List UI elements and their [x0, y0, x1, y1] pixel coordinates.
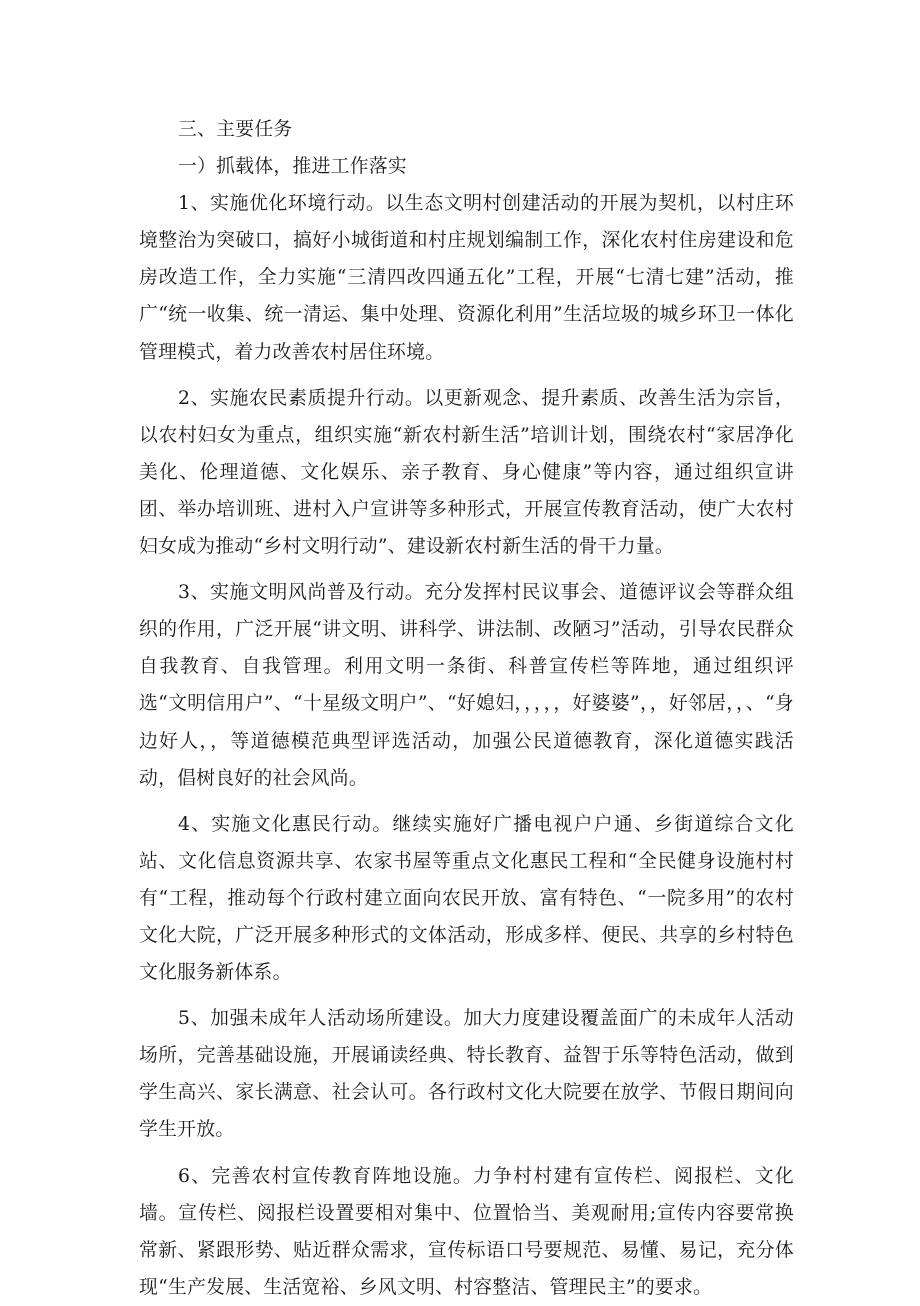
section-heading: 三、主要任务 — [178, 119, 293, 140]
sub-heading: 一）抓载体，推进工作落实 — [178, 156, 407, 178]
paragraph-6: 6、完善农村宣传教育阵地设施。力争村村建有宣传栏、阅报栏、文化墙。宣传栏、阅报栏设置要相对集中、位置恰当、美观耐用;宣传内容要常换常新、紧跟形势、贴近群众需求，宣传标语口号要规范、易懂、易记，充分体现“生产发展、生活宽裕、乡风文明、村容整洁、管理民主”的要求。 — [139, 1165, 794, 1298]
paragraph-4: 4、实施文化惠民行动。继续实施好广播电视户户通、乡街道综合文化站、文化信息资源共享、农家书屋等重点文化惠民工程和“全民健身设施村村有“工程，推动每个行政村建立面向农民开放、富有特色、“一院多用”的农村文化大院，广泛开展多种形式的文体活动，形成多样、便民、共享的乡村特色文化服务新体系。 — [139, 813, 794, 984]
paragraph-1: 1、实施优化环境行动。以生态文明村创建活动的开展为契机，以村庄环境整治为突破口，搞好小城街道和村庄规划编制工作，深化农村住房建设和危房改造工作，全力实施“三清四改四通五化”工程，开展“七清七建”活动，推广“统一收集、统一清运、集中处理、资源化利用”生活垃圾的城乡环卫一体化管理模式，着力改善农村居住环境。 — [139, 193, 794, 363]
paragraph-2: 2、实施农民素质提升行动。以更新观念、提升素质、改善生活为宗旨，以农村妇女为重点，组织实施“新农村新生活”培训计划，围绕农村“家居净化美化、伦理道德、文化娱乐、亲子教育、身心健康”等内容，通过组织宣讲团、举办培训班、进村入户宣讲等多种形式，开展宣传教育活动，使广大农村妇女成为推动“乡村文明行动”、建设新农村新生活的骨干力量。 — [139, 387, 794, 558]
paragraph-5: 5、加强未成年人活动场所建设。加大力度建设覆盖面广的未成年人活动场所，完善基础设施，开展诵读经典、特长教育、益智于乐等特色活动，做到学生高兴、家长满意、社会认可。各行政村文化大院要在放学、节假日期间向学生开放。 — [139, 1008, 794, 1141]
document-body — [139, 111, 794, 1306]
paragraph-3: 3、实施文明风尚普及行动。充分发挥村民议事会、道德评议会等群众组织的作用，广泛开展“讲文明、讲科学、讲法制、改陋习”活动，引导农民群众自我教育、自我管理。利用文明一条街、科普宣传栏等阵地，通过组织评选“文明信用户”、“十星级文明户”、“好媳妇，，，，，好婆婆”，，好邻居，，、“身边好人，，等道德模范典型评选活动，加强公民道德教育，深化道德实践活动，倡树良好的社会风尚。 — [139, 582, 794, 789]
